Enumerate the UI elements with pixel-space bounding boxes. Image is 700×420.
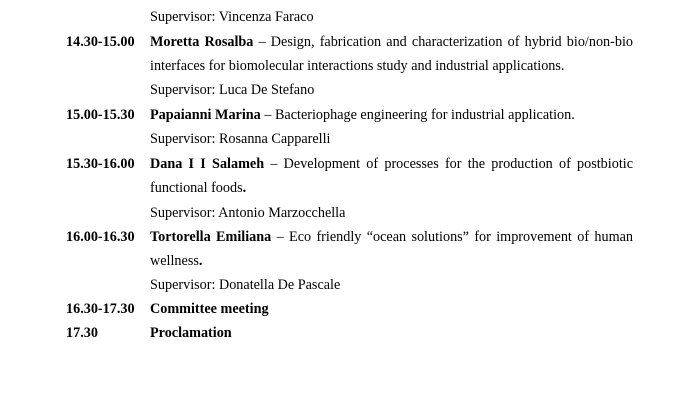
title-period: . [242,180,247,196]
time-slot: 14.30-15.00 [66,34,135,50]
supervisor-line: Supervisor: Rosanna Capparelli [150,131,331,147]
agenda-item-label: Committee meeting [150,301,269,317]
time-slot: 17.30 [66,325,98,341]
talk-title-line [150,33,633,51]
supervisor-line: Supervisor: Donatella De Pascale [150,277,341,293]
supervisor-text: Supervisor: Vincenza Faraco [150,9,314,25]
talk-title: – Eco friendly “ocean solutions” for improvement of human [276,229,634,245]
talk-title: wellness [150,253,199,269]
speaker-name: Moretta Rosalba [150,34,254,50]
talk-title-line [150,155,633,173]
time-slot: 16.30-17.30 [66,301,135,317]
talk-title-line [150,106,633,124]
talk-title-line [150,228,633,246]
talk-title: functional foods [150,180,243,196]
time-slot: 16.00-16.30 [66,229,135,245]
supervisor-line [150,8,633,26]
title-period: . [198,253,203,269]
talk-title: – Design, fabrication and characterization of hybrid bio/non-bio [258,34,634,50]
talk-title-continuation [150,252,633,270]
speaker-name: Tortorella Emiliana [150,229,272,245]
talk-title: – Bacteriophage engineering for industrial application. [264,107,575,123]
agenda-item-label: Proclamation [150,325,232,341]
supervisor-line: Supervisor: Antonio Marzocchella [150,205,346,221]
talk-title: – Development of processes for the production of postbiotic [270,156,633,172]
speaker-name: Papaianni Marina [150,107,261,123]
speaker-name: Dana I I Salameh [150,156,265,172]
talk-title-continuation: interfaces for biomolecular interactions study and industrial applications. [150,58,565,74]
supervisor-line: Supervisor: Luca De Stefano [150,82,315,98]
talk-title-continuation [150,179,633,197]
time-slot: 15.00-15.30 [66,107,135,123]
time-slot: 15.30-16.00 [66,156,135,172]
